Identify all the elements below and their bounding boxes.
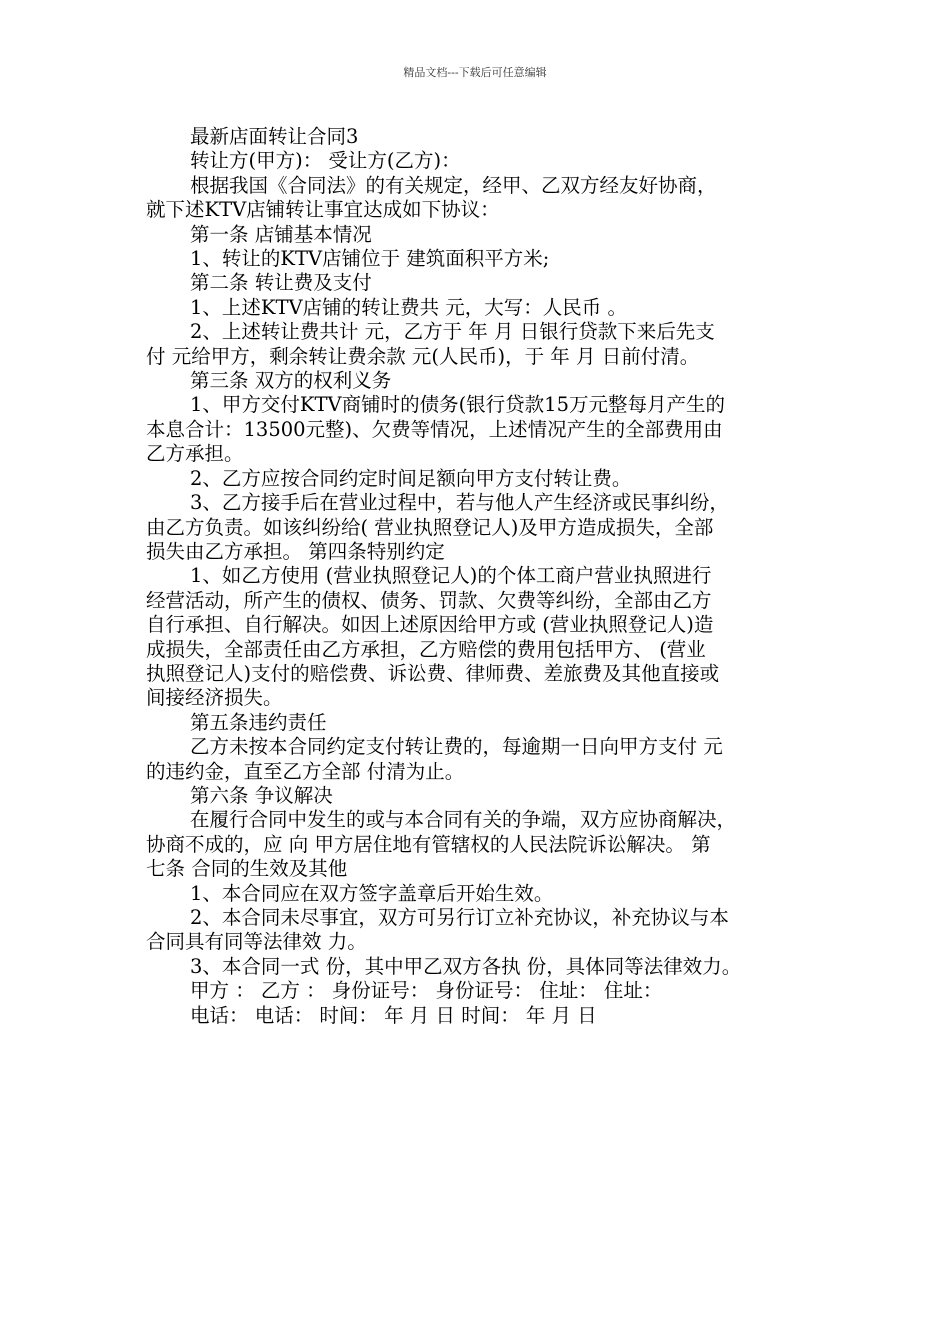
contract-line: 2、上述转让费共计 元，乙方于 年 月 日银行贷款下来后先支 xyxy=(190,320,715,344)
contract-line: 第二条 转让费及支付 xyxy=(190,271,372,295)
contract-line: 协商不成的，应 向 甲方居住地有管辖权的人民法院诉讼解决。 第 xyxy=(146,832,711,856)
contract-line: 损失由乙方承担。 第四条特别约定 xyxy=(146,539,445,563)
contract-line: 的违约金，直至乙方全部 付清为止。 xyxy=(146,759,465,783)
contract-body xyxy=(146,125,810,1028)
contract-line: 第五条违约责任 xyxy=(190,710,327,734)
contract-line: 3、本合同一式 份，其中甲乙双方各执 份，具体同等法律效力。 xyxy=(190,954,742,978)
contract-line: 自行承担、自行解决。如因上述原因给甲方或 (营业执照登记人)造 xyxy=(146,613,714,637)
contract-line: 甲方 ： 乙方 ： 身份证号： 身份证号： 住址： 住址： xyxy=(190,979,663,1003)
contract-line: 付 元给甲方，剩余转让费余款 元(人民币)，于 年 月 日前付清。 xyxy=(146,344,700,368)
contract-line: 转让方(甲方)： 受让方(乙方)： xyxy=(190,149,461,173)
contract-line: 乙方承担。 xyxy=(146,442,244,466)
contract-line: 乙方未按本合同约定支付转让费的，每逾期一日向甲方支付 元 xyxy=(190,735,723,759)
contract-line: 2、乙方应按合同约定时间足额向甲方支付转让费。 xyxy=(190,466,632,490)
contract-line: 第一条 店铺基本情况 xyxy=(190,222,372,246)
contract-line: 成损失，全部责任由乙方承担，乙方赔偿的费用包括甲方、 (营业 xyxy=(146,637,706,661)
contract-line: 根据我国《合同法》的有关规定，经甲、乙双方经友好协商， xyxy=(190,173,717,197)
contract-line: 在履行合同中发生的或与本合同有关的争端，双方应协商解决， xyxy=(190,808,737,832)
contract-line: 间接经济损失。 xyxy=(146,686,283,710)
contract-line: 1、如乙方使用 (营业执照登记人)的个体工商户营业执照进行 xyxy=(190,564,712,588)
contract-line: 本息合计：13500元整)、欠费等情况，上述情况产生的全部费用由 xyxy=(146,417,723,441)
contract-line: 最新店面转让合同3 xyxy=(190,125,359,148)
contract-line: 2、本合同未尽事宜，双方可另行订立补充协议，补充协议与本 xyxy=(190,906,729,929)
contract-line: 就下述KTV店铺转让事宜达成如下协议： xyxy=(146,198,500,222)
contract-line: 1、甲方交付KTV商铺时的债务(银行贷款15万元整每月产生的 xyxy=(190,393,725,417)
contract-line: 第三条 双方的权利义务 xyxy=(190,369,392,393)
contract-line: 电话： 电话： 时间： 年 月 日 时间： 年 月 日 xyxy=(190,1003,597,1027)
page-header: 精品文档---下载后可任意编辑 xyxy=(403,66,547,79)
contract-line: 由乙方负责。如该纠纷给( 营业执照登记人)及甲方造成损失，全部 xyxy=(146,515,714,539)
contract-line: 1、转让的KTV店铺位于 建筑面积平方米; xyxy=(190,247,550,271)
contract-line: 第六条 争议解决 xyxy=(190,783,333,807)
contract-line: 3、乙方接手后在营业过程中，若与他人产生经济或民事纠纷， xyxy=(190,491,729,515)
contract-line: 1、本合同应在双方签字盖章后开始生效。 xyxy=(190,881,554,905)
contract-line: 执照登记人)支付的赔偿费、诉讼费、律师费、差旅费及其他直接或 xyxy=(146,661,720,685)
contract-line: 1、上述KTV店铺的转让费共 元，大写：人民币 。 xyxy=(190,295,627,319)
contract-line: 七条 合同的生效及其他 xyxy=(146,857,348,881)
contract-line: 经营活动，所产生的债权、债务、罚款、欠费等纠纷，全部由乙方 xyxy=(146,588,712,612)
contract-line: 合同具有同等法律效 力。 xyxy=(146,930,367,954)
